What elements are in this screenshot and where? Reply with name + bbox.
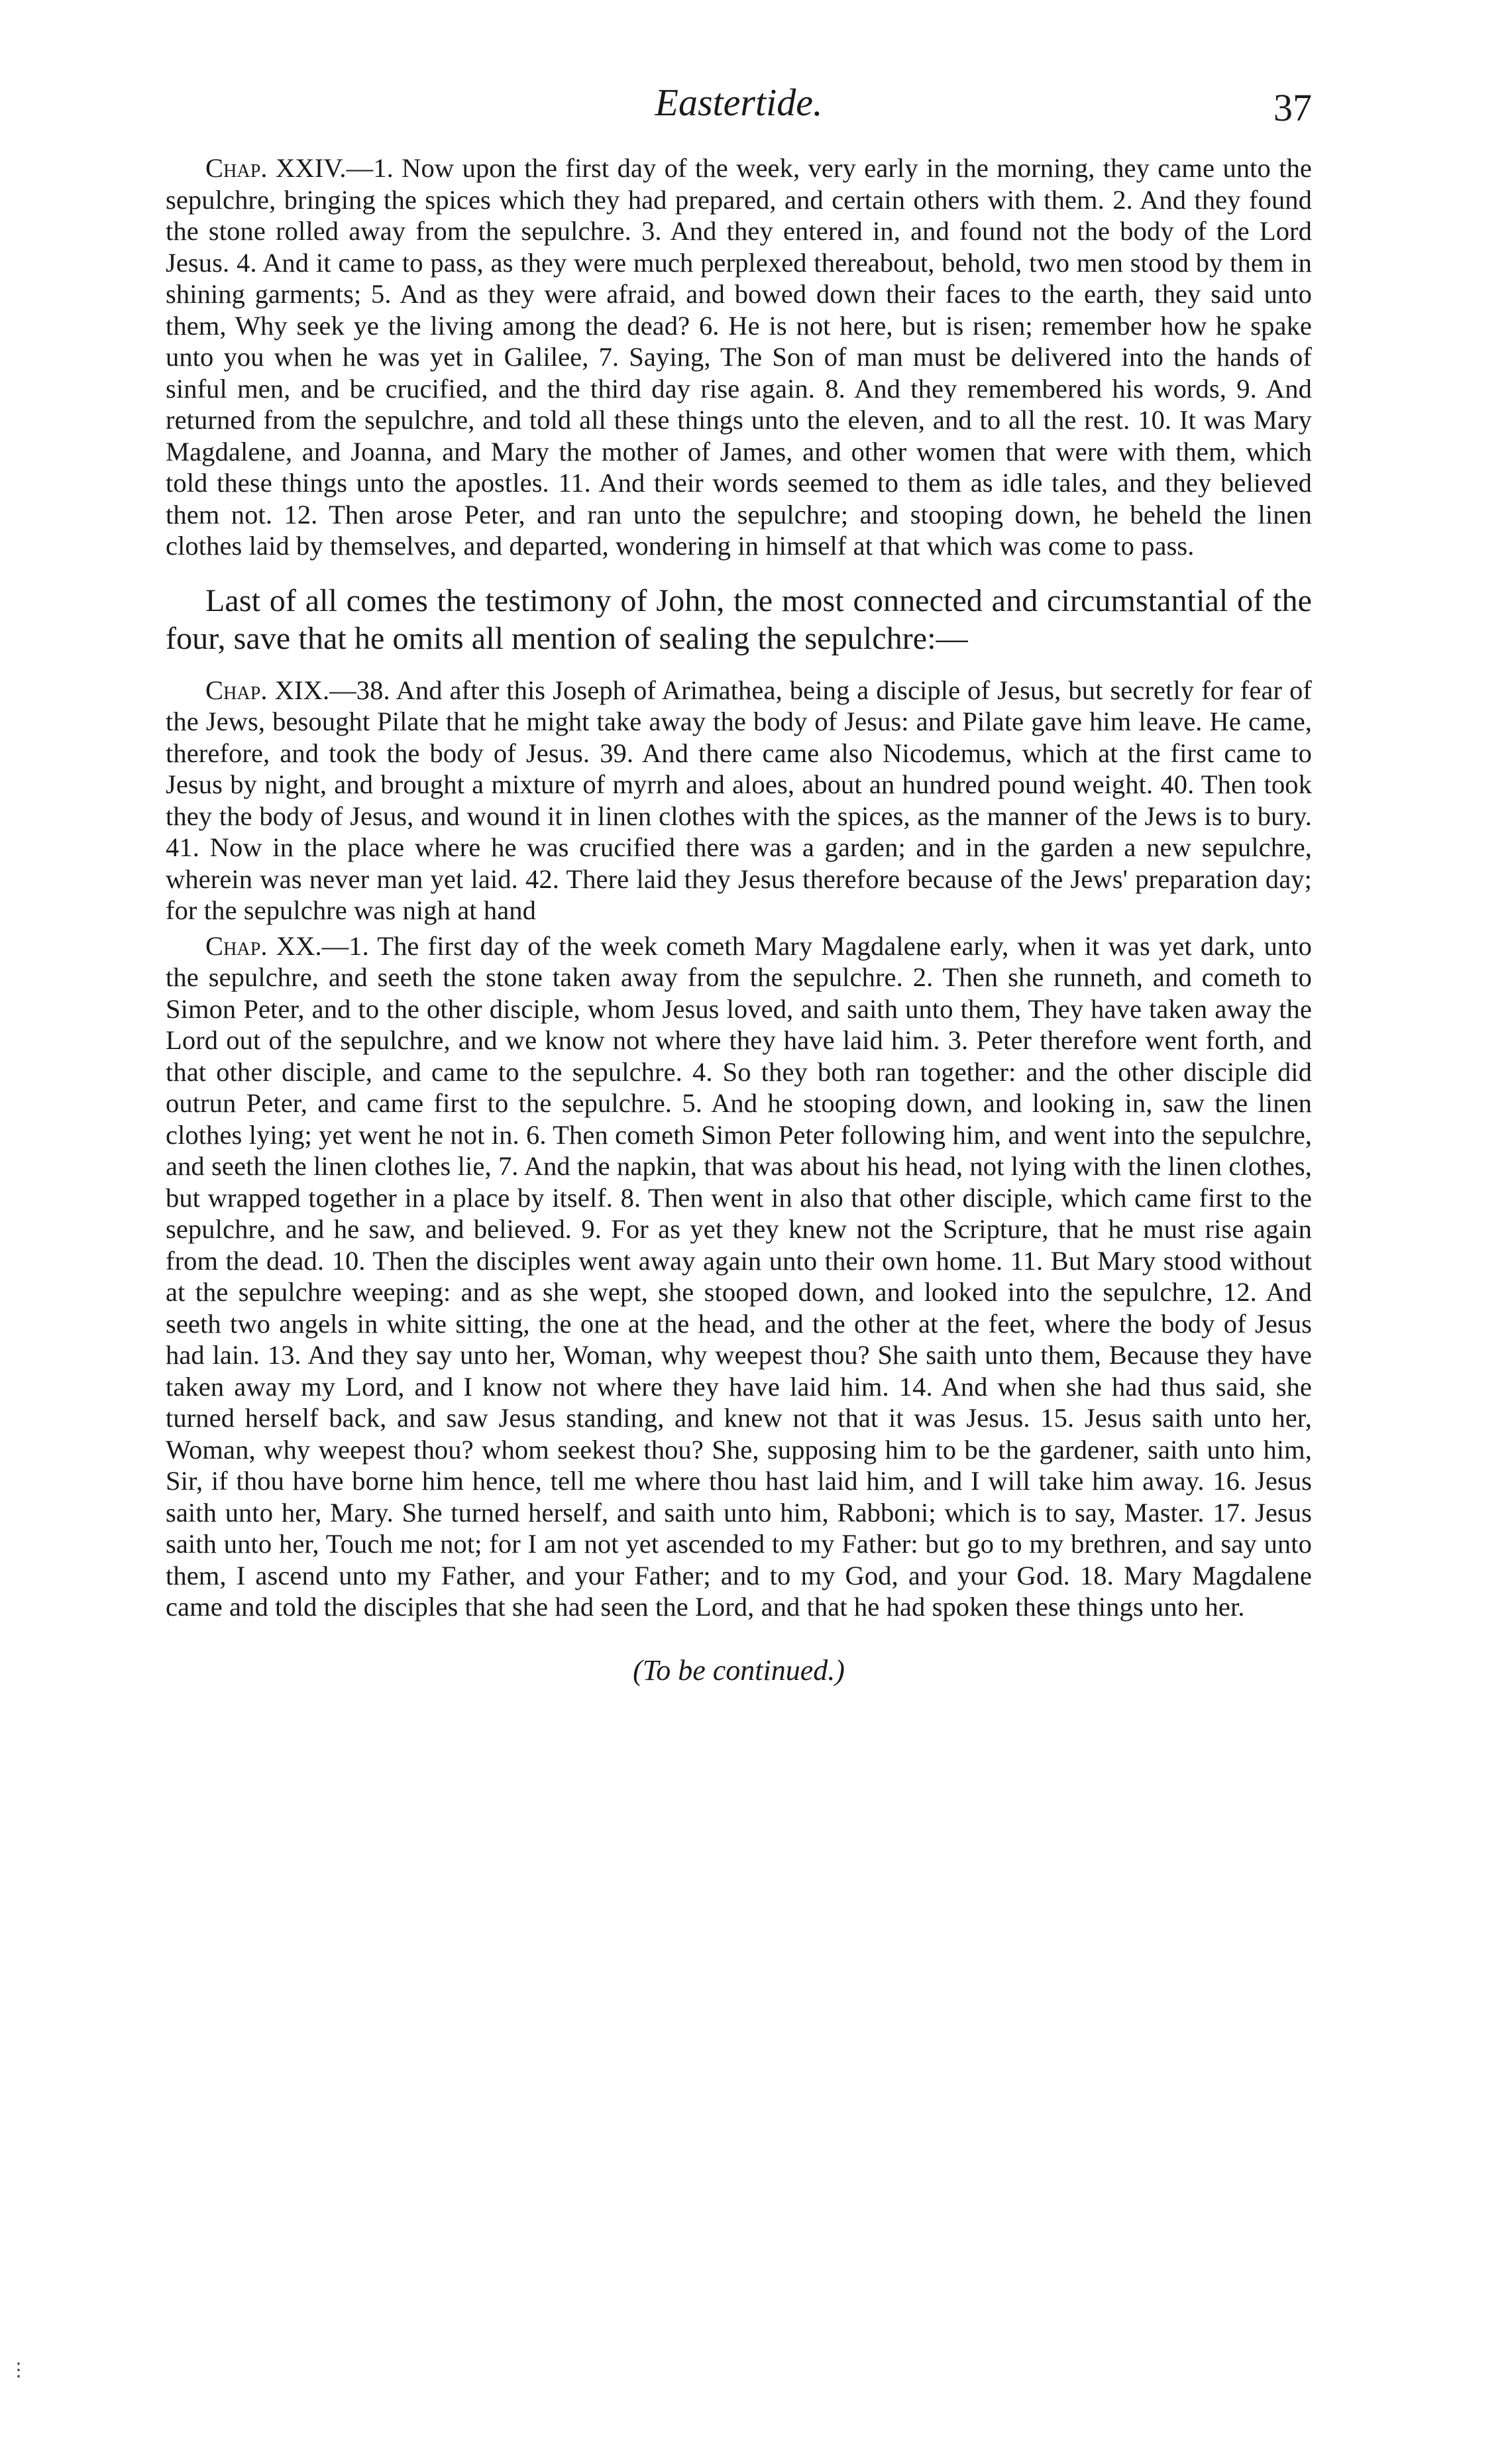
john-20-text: —1. The first day of the week cometh Mary Magdalene early, when it was yet dark, unto the sepulchre, and seeth the stone taken away from the sepulchre. 2. Then she runneth, and cometh to Simon Peter, and to the other disciple, whom Jesus loved, and saith unto them, They have taken away the Lord out of the sepulchre, and we know not where they have laid him. 3. Peter therefore went forth, and that other disciple, and came to the sepulchre. 4. So they both ran together: and the other disciple did outrun Peter, and came first to the sepulchre. 5. And he stooping down, and looking in, saw the linen clothes lying; yet went he not in. 6. Then cometh Simon Peter following him, and went into the sepulchre, and seeth the linen clothes lie, 7. And the napkin, that was about his head, not lying with the linen clothes, but wrapped together in a place by itself. 8. Then went in also that other disciple, which came first to the sepulchre, and he saw, and believed. 9. For as yet they knew not the Scripture, that he must rise again from the dead. 10. Then the disciples went away again unto their own home. 11. But Mary stood without at the sepulchre weeping: and as she wept, she stooped down, and looked into the sepulchre, 12. And seeth two angels in white sitting, the one at the head, and the other at the feet, where the body of Jesus had lain. 13. And they say unto her, Woman, why weepest thou? She saith unto them, Because they have taken away my Lord, and I know not where they have laid him. 14. And when she had thus said, she turned herself back, and saw Jesus standing, and knew not that it was Jesus. 15. Jesus saith unto her, Woman, why weepest thou? whom seekest thou? She, supposing him to be the gardener, saith unto him, Sir, if thou have borne him hence, tell me where thou hast laid him, and I will take him away. 16. Jesus saith unto her, Mary. She turned herself, and saith unto him, Rabboni; which is to say, Master. 17. Jesus saith unto her, Touch me not; for I am not yet ascended to my Father: but go to my brethren, and say unto them, I ascend unto my Father, and your Father; and to my God, and your God. 18. Mary Magdalene came and told the disciples that she had seen the Lord, and that he had spoken these things unto her. — [166, 930, 1312, 1622]
page — [166, 80, 1312, 2386]
john-introduction — [166, 582, 1312, 657]
john-19-text: —38. And after this Joseph of Arimathea, being a disciple of Jesus, but secretly for fear of the Jews, besought Pilate that he might take away the body of Jesus: and Pilate gave him leave. He came, therefore, and took the body of Jesus. 39. And there came also Nicodemus, which at the first came to Jesus by night, and brought a mixture of myrrh and aloes, about an hundred pound weight. 40. Then took they the body of Jesus, and wound it in linen clothes with the spices, as the manner of the Jews is to bury. 41. Now in the place where he was crucified there was a garden; and in the garden a new sepulchre, wherein was never man yet laid. 42. There laid they Jesus therefore because of the Jews' preparation day; for the sepulchre was nigh at hand — [166, 675, 1313, 925]
john-19-passage — [166, 675, 1312, 926]
chapter-heading-john-20: Chap. XX. — [205, 930, 322, 961]
luke-24-passage — [166, 152, 1312, 562]
chapter-heading-luke-24: Chap. XXIV. — [205, 153, 347, 183]
page-number: 37 — [1273, 86, 1312, 129]
to-be-continued: (To be continued.) — [633, 1653, 845, 1687]
page-header — [166, 80, 1312, 152]
john-introduction-text: Last of all comes the testimony of John, the most connected and circumstantial of the four, save that he omits all mention of sealing the sepulchre:— — [166, 583, 1312, 656]
chapter-heading-john-19: Chap. XIX. — [205, 675, 330, 705]
running-title: Eastertide. — [655, 81, 823, 124]
john-20-passage — [166, 930, 1312, 1623]
margin-mark: ⋮ — [9, 2360, 28, 2380]
luke-24-text: —1. Now upon the first day of the week, very early in the morning, they came unto the sepulchre, bringing the spices which they had prepared, and certain others with them. 2. And they found the stone rolled away from the sepulchre. 3. And they entered in, and found not the body of the Lord Jesus. 4. And it came to pass, as they were much perplexed thereabout, behold, two men stood by them in shining garments; 5. And as they were afraid, and bowed down their faces to the earth, they said unto them, Why seek ye the living among the dead? 6. He is not here, but is risen; remember how he spake unto you when he was yet in Galilee, 7. Saying, The Son of man must be delivered into the hands of sinful men, and be crucified, and the third day rise again. 8. And they remembered his words, 9. And returned from the sepulchre, and told all these things unto the eleven, and to all the rest. 10. It was Mary Magdalene, and Joanna, and Mary the mother of James, and other women that were with them, which told these things unto the apostles. 11. And their words seemed to them as idle tales, and they believed them not. 12. Then arose Peter, and ran unto the sepulchre; and stooping down, he beheld the linen clothes laid by themselves, and departed, wondering in himself at that which was come to pass. — [166, 153, 1312, 561]
